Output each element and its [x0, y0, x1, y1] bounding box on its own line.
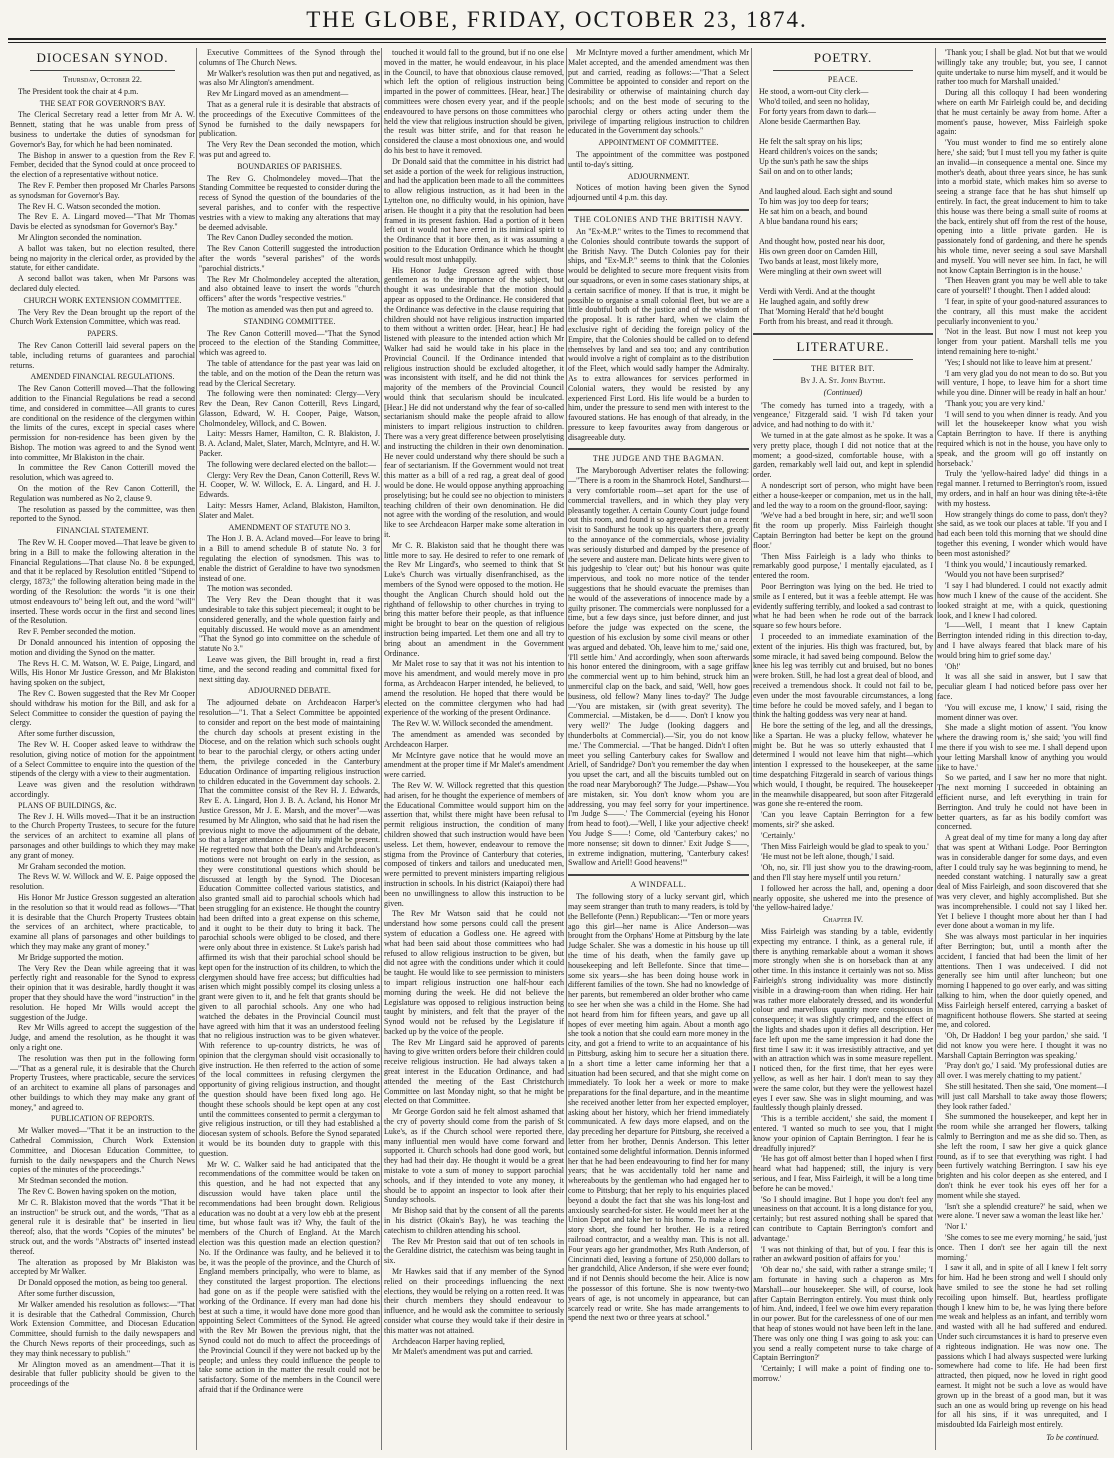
paragraph: She was always most particular in her inquiries after Berrington; but, until a month after the accident, I fancied that had been the limit of her attentions. Then I was undeceived. I did not generally see him until after luncheon; but one morning I happened to go over early, and was sitting talking to him, when the door quietly opened, and Miss Fairleigh herself entered, carrying a basket of magnificent hothouse flowers. She started at seeing me, and colored. [937, 932, 1107, 1030]
paragraph: 'I say I had blundered. I could not exactly admit how much I knew of the cause of the accident. She looked straight at me, with a quick, questioning look, and I knew I had colored. [937, 581, 1107, 620]
paragraph: The Rev Mr Cholmondeley accepted the alteration, and also obtained leave to insert the words "church officers" after the words "respective vestries." [199, 274, 380, 304]
story-continued-label: (Continued) [823, 387, 863, 397]
paragraph: The President took the chair at 4 p.m. [18, 86, 139, 96]
paragraph: The Very Rev the Dean brought up the report of the Church Work Extension Committee, which was read. [10, 307, 195, 327]
paragraph: His Honor Judge Gresson agreed with those gentlemen as to the importance of the subject, but thought it was undesirable that the motion should appear as opposed to the Ordinance. He considered that the Ordinance was defective in the clause requiring that children should not have religious instruction imparted to them without a written order. [Hear, hear.] He had listened with pleasure to the intended action which Mr Walker had said he would take in his place in the Provincial Council. If the Ordinance intended that religious instruction should be excluded altogether, it was inconsistent with itself, and he did not think the majority of the members of the Provincial Council would think that secularism should be inculcated. [Hear.] He did not understand why the fear of so-called sectarianism should make the people afraid to allow ministers to impart religious instruction to children. There was a very great difference between proselytising and instructing the children in their own denomination. He never could understand why there should be such a fear of sectarianism. If the Government would not treat this matter as a bill of a red rag, a great deal of good would be done. He would oppose anything approaching proselytising; but he could see no objection to ministers teaching children of their own denomination. He did not agree with the wording of the resolution, and would like to see Archdeacon Harper make some alteration in it. [384, 265, 564, 540]
story-body [753, 401, 933, 1384]
paragraph: I followed her across the hall, and, opening a door nearly opposite, she ushered me into the presence of 'the yellow-haired ladye.' [753, 883, 933, 913]
paragraph: She summoned the housekeeper, and kept her in the room while she arranged her flowers, talking calmly to Berrington and me as she did so. Then, as she left the room, I saw her give a quick glance round, as if to see that everything was right. I had been furtively watching Berrington. I saw his eye brighten and his color deepen as she entered, and I don't think he ever took his eyes off her for a moment while she stayed. [937, 1112, 1107, 1200]
paragraph: Executive Committees of the Synod through the columns of The Church News. [199, 48, 380, 67]
paragraph: The Bishop in answer to a question from the Rev F. Fember, decided that the Synod could at once proceed to the election of a representative without notice. [10, 150, 195, 180]
masthead-rule [8, 38, 1106, 40]
poem-text: He stood, a worn-out City clerk— Who'd toiled, and seen no holiday, For forty years from dawn to dark— Alone beside Caermarthen Bay. He felt the salt spray on his lips; Heard children's voices on the sands; Up the sun's path he saw the ships Sail on and on to other lands; And laughed aloud. Each sight and sound To him was joy too deep for tears; He sat him on a beach, and bound A blue bandana round his ears; And thought how, posted near his door, His own green door on Camden Hill, Two bands at least, most likely more, Were mingling at their own sweet will Verdi with Verdi. And at the thought He laughed again, and softly drew That 'Morning Herald' that he'd bought Forth from his breast, and read it through. [759, 87, 893, 326]
section-subheading: ADJOURNMENT. [627, 171, 690, 181]
divider [30, 70, 175, 71]
paragraph: A second ballot was taken, when Mr Parsons was declared duly elected. [10, 274, 195, 293]
paragraph: Mr Alington seconded the nomination. [18, 232, 142, 242]
divider [568, 874, 749, 876]
paragraph: Mr McIntyre moved a further amendment, which Mr Malet accepted, and the amended amendment was then put and carried, reading as follows:—"That a Select Committee be appointed to consider and report on the desirability or otherwise of maintaining church day schools; and on the best mode of securing to the parochial clergy or others acting under them the privilege of imparting religious instruction to children educated in the Government day schools." [568, 48, 749, 136]
column-rule [196, 48, 197, 1450]
section-subheading: THE SEAT FOR GOVERNOR'S BAY. [39, 98, 166, 108]
synod-body [10, 87, 195, 1389]
paragraph: Mr Walker moved—"That it be an instruction to the Cathedral Commission, Church Work Extension Committee, and Diocesan Education Committee, to furnish to the daily newspapers and the Church News copies of the minutes of the proceedings." [10, 1126, 195, 1175]
paragraph: The Very Rev the Dean while agreeing that it was perfectly right and reasonable for the Synod to express their opinion that it was desirable, hardly thought it was proper that they should have the word "instruction" in the resolution. He hoped Mr Wills would accept the suggestion of the Judge. [10, 963, 195, 1022]
paragraph: After some further discussion, [18, 1289, 115, 1299]
paragraph: The Rev Canon Cotterill moved—That the following addition to the Financial Regulations be read a second time, and considered in committee—All grants to cures are conditional on the residence of the clergymen within the limits of the cures, except in special cases where permission for non-residence has been given by the Bishop. The motion was agreed to and the Synod went into committee, Mr Blakiston in the chair. [10, 384, 195, 462]
column-rule [381, 48, 382, 1450]
paragraph: So we parted, and I saw her no more that night. The next morning I succeeded in obtaining an efficient nurse, and left everything in train for Berrington. And truly he could not have been in better quarters, as far as his bodily comfort was concerned. [937, 773, 1107, 832]
divider [753, 333, 933, 335]
section-subheading: CHURCH WORK EXTENSION COMMITTEE. [23, 295, 182, 305]
paragraph: Mr Malet rose to say that it was not his intention to move his amendment, and would merely move in pro forma, as Archdeacon Harper intended, he believed, to amend the resolution. He hoped that there would be elected on the committee clergymen who had had experience of the working of the present Ordinance. [384, 659, 564, 718]
paragraph: After some further discussion, [18, 729, 115, 739]
paragraph: The Rev Mr Watson said that he could not understand how some persons could call the present system of education a Godless one. He agreed with what had been said about those committees who had refused to allow religious instruction to be given, but did not agree with the conditions under which it could be taught. He would like to see permission to ministers to impart religious instruction one half-hour each morning during the week. He did not believe the Legislature was opposed to religious instruction being taught by ministers, and felt that the prayer of the Synod would not be refused by the Legislature if backed up by the voice of the people. [384, 909, 564, 1036]
paragraph: 'Certainly.' [761, 830, 796, 840]
paragraph: 'I think you would,' I incautiously remarked. [945, 559, 1087, 569]
paragraph: I saw it all, and in spite of all I knew I felt sorry for him. Had he been strong and well I should only have smiled to see the stone he had set rolling recoiling upon himself. But, heartless profligate though I knew him to be, he was lying there before me weak and helpless as an infant, and terribly worn and wasted with all he had suffered and endured. Under such circumstances it is hard to preserve even a righteous indignation. He was now one. The passions which I had always suspected were lurking somewhere had come to life. He had been first attracted, then piqued, now he loved in right good earnest. It might not be such a love as would have grown up in the breast of a good man, but it was such an one as would bring up revenge on his head for all his sins, if it was unrequited, and I misdoubted Ida Fairleigh most entirely. [937, 1263, 1107, 1430]
windfall-body [568, 892, 749, 1323]
paragraph: The Rev Mr Preston said that out of ten schools in the Geraldine district, the catechism was being taught in six. [384, 1236, 564, 1266]
paragraph: The Rev F. Pember then proposed Mr Charles Parsons as synodsman for Governor's Bay. [10, 180, 195, 200]
synod-continued-body [384, 48, 564, 1357]
chapter-heading: Chapter IV. [822, 915, 864, 925]
paragraph: 'We've had a bed brought in here, sir; and we'll soon fit the room up properly. Miss Fairleigh thought Captain Berrington had better be kept on the ground floor.' [753, 511, 933, 550]
paragraph: We turned in at the gate almost as he spoke. It was a very pretty place, though I did not notice that at the moment; a good-sized, comfortable house, with a garden, remarkably well laid out, and kept in splendid order. [753, 430, 933, 480]
paragraph: The Revs W. W. Willock and W. E. Paige opposed the resolution. [10, 872, 195, 892]
section-subheading: PUBLICATION OF REPORTS. [50, 1114, 155, 1124]
paragraph: 'Not in the least. But now I must not keep you longer from your patient. Marshall tells me you intend remaining here to-night.' [937, 327, 1107, 356]
paragraph: I proceeded to an immediate examination of the extent of the injuries. His thigh was fractured, but, by some miracle, it had saved being compound. Below the knee his leg was terribly cut and bruised, but no bones were broken. Still, he had lost a great deal of blood, and received a tremendous shock. It could not fail to be, even under the most favourable circumstances, a long time before he could be moved safely, and I began to think the halting goddess was very near at hand. [753, 631, 933, 720]
paragraph: A ballot was taken, but no election resulted, there being no majority in the clerical order, as provided by the statute, for either candidate. [10, 243, 195, 273]
paragraph: Notices of motion having been given the Synod adjourned until 4 p.m. this day. [568, 183, 749, 203]
to-be-continued: To be continued. [1046, 1432, 1099, 1442]
paragraph: Dr Donald opposed the motion, as being too general. [18, 1278, 188, 1288]
section-subheading: STANDING COMMITTEE. [243, 316, 336, 326]
paragraph: The resolution as passed by the committee, was then reported to the Synod. [10, 504, 195, 524]
paragraph: Leave was given, the Bill brought in, read a first time, and the second reading and committal fixed for next sitting day. [199, 655, 380, 684]
paragraph: The Rev W. W. Willock seconded the amendment. [392, 719, 553, 729]
paragraph: The Rev C. Bowen having spoken on the motion, [18, 1187, 177, 1197]
paragraph: Mr Bridge supported the motion. [18, 952, 124, 962]
literature-heading: LITERATURE. [796, 339, 890, 354]
paragraph: A nondescript sort of person, who might have been either a house-keeper or companion, met us in the hall, and led the way to a room on the ground-floor, saying: [753, 480, 933, 510]
paragraph: PLANS OF BUILDINGS, &c. [18, 800, 117, 810]
column-3 [384, 48, 564, 1450]
synod-title: DIOCESAN SYNOD. [36, 50, 169, 65]
paragraph: 'Then Miss Fairleigh would be glad to speak to you.' [761, 841, 929, 851]
story-title: THE BITER BIT. [811, 364, 875, 373]
paragraph: A great deal of my time for many a long day after that was spent at Withani Lodge. Poor Berrington was in considerable danger for some days, and even after I could truly say he was beginning to mend, he needed constant watching. I naturally saw a great deal of Miss Fairleigh, and soon discovered that she was very clever, and highly accomplished. But she was incomprehensible. I could not say I liked her. Yet I believe I thought more about her than I had ever done about a woman in my life. [937, 833, 1107, 931]
paragraph: 'I——Well, I meant that I knew Captain Berrington intended riding in this direction to-day, and I have always feared that black mare of his would bring him to grief some day.' [937, 621, 1107, 660]
paragraph: 'You will excuse me, I know,' I said, rising the moment dinner was over. [937, 702, 1107, 722]
paragraph: Dr Donald announced his intention of opposing the motion and dividing the Synod on the matter. [10, 638, 195, 657]
section-subheading: PAPERS. [87, 329, 118, 339]
paragraph: The Maryborough Advertiser relates the following:—"There is a room in the Shamrock Hotel, Sandhurst—a very comfortable room—set apart for the use of commercial travellers, and in which they play very pleasantly together. A certain County Court judge found out this room, and found it so agreeable that on a recent visit to Sandhurst he took up his quarters there, greatly to the annoyance of the commercials, whose joviality was seriously disturbed and damped by the presence of the severe and austere man. Delicate hints were given to his judgeship to 'clear out;' but his honour was quite impervious, and took no more notice of the tender suggestions that he should evacuate the premises than he would of the asseverations of innocence made by a guilty prisoner. The commercials were nonplussed for a time, but a few days since, just before dinner, and just before the judge was expected on the scene, the question of his exclusion by some civil means or other was argued and debated. 'Oh, leave him to me,' said one, 'I'll settle him.' And accordingly, when soon afterwards his honor entered the diningroom, with a sage griffaw the commercial went up to him behind, struck him an unmerciful clap on the back, and said, 'Well, how goes business, old fellow? Many lines to-day?' The Judge—'You are mistaken, sir (with great severity). The Commercial. —Mistaken, be d——. Don't I know you very well?' The Judge (looking daggers and thunderbolts at Commercial).—'Sir, you do not know me.' The Commercial. —'That be hanged. Didn't I often meet you selling Canterbury cakes for Swallow and Ariell, of Sandridge? Don't you remember the day when you upset the cart, and all the biscuits tumbled out on the road near Maryborough?' The Judge.—Pshaw—You are mistaken, sir. You don't know whom you are addressing, you may feel sorry for your impertinence. I'm Judge S——.' The Commercial (eyeing his Honor from head to foot).—'Well, I like your adjective cheek! You Judge S——! Come, old 'Canterbury cakes;' no more nonsense; sit down to dinner.' Exit Judge S——, in extreme indignation, muttering, 'Canterbury cakes! Swallow and Ariell! Good heavens!'" [568, 466, 749, 868]
paragraph: Clergy: Very Rev the Dean, Canon Cotterill, Revs W. H. Cooper, W. W. Willock, E. A. Lingard, and H. J. Edwards. [199, 470, 380, 500]
column-6 [937, 48, 1107, 1450]
paragraph: The resolution was then put in the following form—"That as a general rule, it is desirable that the Church Property Trustees, where practicable, secure the services of an architect to examine all plans of parsonages and other buildings to which they may make any grant of money," and agreed to. [10, 1053, 195, 1112]
paragraph: The Revs H. C. M. Watson, W. E. Paige, Lingard, and Wills, His Honor Mr Justice Gresson, and Mr Blakiston having spoken on the subject, [10, 658, 195, 688]
paragraph: 'Oh dear no,' she said, with rather a strange smile; 'I am fortunate in having such a chaperon as Mrs Marshall—our housekeeper. She will, of course, look after Captain Berrington entirely. You must think only of him. And, indeed, I feel we owe him every reparation in our power. But for the carelessness of one of our men that heap of stones would not have been left in the lane. There was only one thing I was going to ask you: can you send a really competent nurse to take charge of Captain Berrington?' [753, 1265, 933, 1363]
divider [773, 359, 913, 360]
masthead: THE GLOBE, FRIDAY, OCTOBER 23, 1874. [306, 7, 808, 32]
paragraph: The Rev G. Cholmondeley moved—That the Standing Committee be requested to consider during the recess of Synod the question of the boundaries of the several parishes, and to confer with the respective vestries with a view to making any alterations that may be deemed advisable. [199, 173, 380, 232]
paragraph: She still hesitated. Then she said, 'One moment—I will just call Marshall to take away those flowers; they look rather faded.' [937, 1082, 1107, 1111]
section-subheading: ADJOURNED DEBATE. [248, 686, 331, 696]
paragraph: Mr Walker's resolution was then put and negatived, as was also Mr Alington's amendment. [199, 68, 380, 88]
paragraph: The Clerical Secretary read a letter from Mr A. W. Bennett, stating that he was unable from press of business to undertake the duties of synodsman for Governor's Bay, for which he had been nominated. [10, 110, 195, 149]
paragraph: How strangely things do come to pass, don't they? she said, as we took our places at table. 'If you and I had each been told this morning that we should dine together this evening, I wonder which would have been most astonished?' [937, 509, 1107, 558]
paragraph: The alteration as proposed by Mr Blakiston was accepted by Mr Walker. [10, 1257, 195, 1277]
synod-continued-body [199, 48, 380, 1395]
paragraph: The Rev Canon Cotterill laid several papers on the table, including returns of guarantees and parochial returns. [10, 340, 195, 370]
paragraph: Mr Bishop said that by the consent of all the parents in his district (Okain's Bay), he was teaching the catechism to children attending his school. [384, 1206, 564, 1235]
paragraph: Mr George Gordon said he felt almost ashamed that the cry of poverty should come from the parish of St Luke's, as if the Church school were reported there, many influential men would have come forward and supported it. Church schools had done good work, but they had had their day. He thought it would be a great mistake to vote a sum of money to support parochial schools, and if they intended to vote any money, it should be to appoint an inspector to look after their Sunday schools. [384, 1107, 564, 1205]
paragraph: 'This is a terrible accident,' she said, the moment I entered. 'I wanted so much to see you, that I might know your opinion of Captain Berrington. I fear he is dreadfully injured?' [753, 1114, 933, 1153]
paragraph: 'Can you leave Captain Berrington for a few moments, sir?' she asked. [753, 810, 933, 830]
paragraph: She made a slight motion of assent. 'You know where the drawing room is,' she said; 'you will find me there if you wish to see me. I shall depend upon your letting Marshall know of anything you would like to have.' [937, 723, 1107, 772]
divider [773, 70, 913, 71]
paragraph: The Rev Canon Cotterill moved—"That the Synod proceed to the election of the Standing Committee, which was agreed to. [199, 328, 380, 358]
paragraph: Mr Alington moved as an amendment—That it is desirable that fuller publicity should be given to the proceedings of the [10, 1359, 195, 1389]
column-4 [568, 48, 749, 1450]
paragraph: Mr Stedman seconded the motion. [18, 1176, 128, 1186]
paragraph: Mr W. C. Walker said he had anticipated that the recommendations of the committee would be taken on this question, and he had not expected that any discussion would have taken place until the recommendations had been brought down. Religious education was no doubt at a very low ebb at the present time, but whose fault was it? Why, the fault of the members of the Church of England. At the March election was this question made an election question? No. If the Ordinance was faulty, and he believed it to be, it was the people of the province, and the Church of England members principally, who were to blame, as they constituted the largest proportion. The elections had gone on as if the people were satisfied with the working of the Ordinance. If every man had done his best at such a time, it would have done more good than appointing Select Committees of the Synod. He agreed with the Rev Mr Bowen the previous night, that the Synod could not do much to affect the proceedings of the Provincial Council if they were not backed up by the people; and unless they could influence the people to take some action in the matter the result could not be satisfactory. Some of the members in the Council were afraid that if the Ordinance were [199, 1159, 380, 1394]
paragraph: 'Yes; I should not like to leave him at present.' [945, 357, 1093, 367]
paragraph: The Rev C. Bowen suggested that the Rev Mr Cooper should withdraw his motion for the Bill, and ask for a Select Committee to consider the question of paying the clergy. [10, 689, 195, 728]
paragraph: Laity: Messrs Hamer, Acland, Blakiston, Hamilton, Slater and Malet. [199, 501, 380, 520]
paragraph: 'The comedy has turned into a tragedy, with a vengeance,' Fitzgerald said. 'I wish I'd taken your advice, and had nothing to do with it.' [753, 400, 933, 430]
paragraph: The adjourned debate on Archdeacon Harper's resolution—"1. That a Select Committee be appointed to consider and report on the best mode of maintaining the church day schools at present existing in the Diocese, and on the relation which such schools ought to bear to the parochial clergy, or others acting under them, the privilege conceded in the Canterbury Education Ordinance of imparting religious instruction to children educated in the Government day schools. 2. That the committee consist of the Rev H. J. Edwards, Rev E. A. Lingard, Hon J. B. A. Acland, his Honor Mr Justice Gresson, Mr J. E. Marsh, and the mover"—was resumed by Mr Alington, who said that he had risen the previous night to move the adjournment of the debate, so that a larger attendance of the laity might be present. He regretted now that both the Dean's and Archdeacon's motions were not brought on early in the session, as they were constitutional questions which should be discussed at length by the Synod. The Diocesan Education Committee collected various statistics, and also granted small aid to parochial schools which had been struggling for an existence. He thought the country had been drifted into a great expense on this scheme, and it ought to be their duty to bring it back. The parochial schools were obliged to be closed, and there were only about three in existence. St Luke's parish had affirmed its wish that their parochial school should be kept open for the instruction of its children, to which the clergymen should have free access; but difficulties had arisen which might possibly compel its closing unless a grant were given to it, and he felt that grants should be given to all parochial schools. Any one who had watched the debates in the Provincial Council must have agreed with him that it was an understood feeling that no religious instruction was to be given whatever. With reference to up-country districts, he was of opinion that the clergyman should visit occasionally to give instruction. He then referred to the action of some of the local committees in refusing clergymen the opportunity of giving religious instruction, and thought the question should have been fixed long ago. He thought these schools should be kept open at any cost until the committees consented to permit a clergyman to give religious instruction, or till they had established a diocesan system of schools. Before the Synod separated it would be its bounden duty to grapple with this question. [199, 698, 380, 1158]
paragraph: 'Then Heaven grant you may be well able to take care of yourself!' I thought. Then I added aloud: [937, 276, 1107, 296]
paragraph: 'I will send to you when dinner is ready. And you will let the housekeeper know what you wish Captain Berrington to have. If there is anything required which is not in the house, you have only to speak, and the groom will go off instantly on horseback.' [937, 409, 1107, 468]
poem-title: PEACE. [827, 75, 859, 84]
paragraph: Mr Hawkes said that if any member of the Synod relied on their proceedings influencing the next elections, they would be relying on a rotten reed. It was their church members they should endeavour to influence, and he would ask the committee to seriously consider what course they would take if their desire in this matter was not attained. [384, 1267, 564, 1335]
paragraph: His Honor Mr Justice Gresson suggested an alteration in the resolution so that it would read as follows—"That it is desirable that the Church Property Trustees obtain the services of an architect, where practicable, to examine all plans of parsonages and other buildings to which they may make any grant of money." [10, 892, 195, 951]
colonies-navy-title: THE COLONIES AND THE BRITISH NAVY. [574, 214, 743, 224]
paragraph: The Hon J. B. A. Acland moved—For leave to bring in a Bill to amend schedule B of statute No. 3 for regulating the election of synodsmen. This was to enable the district of Geraldine to have two synodsmen instead of one. [199, 534, 380, 583]
column-rule [566, 48, 567, 1450]
paragraph: 'He has got off almost better than I hoped when I first heard what had happened; still, the injury is very serious, and I fear, Miss Fairleigh, it will be a long time before he can be moved.' [753, 1154, 933, 1193]
paragraph: Laity: Messrs Hamer, Hamilton, C. R. Blakiston, J. B. A. Acland, Malet, Slater, March, McIntyre, and H. W. Packer. [199, 429, 380, 459]
judge-bagman-title: THE JUDGE AND THE BAGMAN. [592, 454, 725, 464]
paragraph: An "Ex-M.P." writes to the Times to recommend that the Colonies should contribute towards the support of the British Navy. The Dutch Colonies pay for their ships, and "Ex-M.P." seems to think that the Colonies would be delighted to secure more frequent visits from our squadrons, or even in some cases stationary ships, at a certain sacrifice of money. If that is true, it might be possible to organise a small colonial fleet, but we are a little doubtful both of the justice and of the wisdom of the proposal. It is rather hard, when we claim the exclusive right of deciding the foreign policy of the Empire, that the Colonies should be called on to defend themselves by land and sea too; and any contribution would involve a right of complaint as to the distribution of the Fleet, which would sadly hamper the Admiralty. As to extra allowances for services performed in Colonial waters, they would be resisted by any experienced First Lord. His life would be a burden to him, under the pressure to send men with interest to the favoured stations. He has enough of that already, in the pressure to keep favourites away from dangerous or disagreeable duty. [568, 226, 749, 442]
section-subheading: BOUNDARIES OF PARISHES. [237, 161, 342, 171]
paragraph: The Rev J. H. Wills moved—That it be an instruction to the Church Property Trustees, to secure for the future the services of an architect to examine all plans of parsonages and other buildings to which they may make any grant of money. [10, 811, 195, 860]
paragraph: Archdeacon Harper having replied, [392, 1336, 505, 1346]
paragraph: 'Nor I.' [945, 1222, 967, 1232]
paragraph: On the motion of the Rev Canon Cotterill, the Regulation was numbered as No 2, clause 9. [10, 484, 195, 503]
paragraph: 'Would you not have been surprised?' [945, 570, 1065, 580]
paragraph: The Rev Canon Cotterill suggested the introduction after the words "several parishes" of the words "parochial districts." [199, 244, 380, 273]
paragraph: Mr Walker amended his resolution as follows:—"That it is desirable that the Cathedral Commission, Church Work Extension Committee, and Diocesan Education Committee, should furnish to the daily newspapers and the Church News reports of their proceedings, such as they may think necessary to publish." [10, 1299, 195, 1358]
paragraph: 'Thank you; I shall be glad. Not but that we would willingly take any trouble; but, you see, I cannot quite undertake to nurse him myself, and it would be rather too much for Marshall unaided.' [937, 48, 1107, 87]
colonies-navy-body [568, 227, 749, 443]
paragraph: touched it would fall to the ground, but if no one else moved in the matter, he would endeavour, in his place in the Council, to have that obnoxious clause removed, which left the option of religious instruction being imparted in the power of committees. [Hear, hear.] The committees were chosen every year, and if the people endeavoured to have persons on those committees who held the view that religious instruction should be given, the result was bitter strife, and for that reason he considered the clause a most obnoxious one, and would do his best to have it removed. [384, 48, 564, 155]
section-subheading: APPOINTMENT OF COMMITTEE. [598, 138, 719, 148]
paragraph: The motion as amended was then put and agreed to. [207, 304, 374, 314]
paragraph: Mr McIntyre gave notice that he would move an amendment at the proper time if Mr Malet's amendment were carried. [384, 750, 564, 780]
paragraph: The table of attendance for the past year was laid on the table, and on the motion of the Dean the return was read by the Clerical Secretary. [199, 358, 380, 388]
paragraph: During all this colloquy I had been wondering where on earth Mr Fairleigh could be, and deciding that he must certainly be away from home. After a moment's pause, however, Miss Fairleigh spoke again: [937, 88, 1107, 137]
column-rule [751, 48, 752, 1450]
paragraph: 'Oh, Dr Haddon! I beg your pardon,' she said. 'I did not know you were here. I thought it was no Marshall Captain Berrington was speaking.' [937, 1031, 1107, 1060]
paragraph: The Very Rev the Dean seconded the motion, which was put and agreed to. [199, 140, 380, 159]
section-subheading: FINANCIAL STATEMENT. [56, 526, 149, 536]
synod-closing-body [568, 48, 749, 203]
story-byline: By J. A. St. John Blythe. [800, 376, 886, 385]
judge-bagman-body [568, 466, 749, 868]
paragraph: Dr Donald said that the committee in his district had set aside a portion of the week for religious instruction, and had the application been made to all the committees to allow religious instruction, as it had been in the Lyttelton one, no difficulty would, in his opinion, have arisen. He thought it a pity that the resolution had been framed in its present fashion. Had a portion of it been left out it would not have erred in its inimical spirit to the Ordinance that it bore then, as it was assuming a position to the Education Ordinance which he thought would result most unhappily. [384, 156, 564, 264]
paragraph: 'Certainly; I will make a point of finding one to-morrow.' [753, 1364, 933, 1383]
paragraph: 'So I should imagine. But I hope you don't feel any uneasiness on that account. It is a long distance for you, certainly; but rest assured nothing shall be spared that can contribute to Captain Berrington's comfort and advantage.' [753, 1194, 933, 1243]
paragraph: 'Oh!' [945, 661, 961, 671]
paragraph: Rev Mr Wills agreed to accept the suggestion of the Judge, and amend the resolution, as he thought it was only a right one. [10, 1023, 195, 1052]
paragraph: Rev F. Pember seconded the motion. [18, 627, 136, 637]
paragraph: The Rev E. A. Lingard moved—"That Mr Thomas Davis be elected as synodsman for Governor's Bay." [10, 212, 195, 232]
paragraph: 'I am very glad you do not mean to do so. But you will venture, I hope, to leave him for a short time while you dine. Dinner will be ready in half an hour.' [937, 368, 1107, 398]
paragraph: The Rev H. C. Watson seconded the motion. [18, 201, 161, 211]
paragraph: In committee the Rev Canon Cotterill moved the resolution, which was agreed to. [10, 463, 195, 483]
paragraph: The appointment of the committee was postponed until to-day's sitting. [568, 149, 749, 169]
paragraph: Rev Mr Lingard moved as an amendment— [207, 89, 349, 99]
paragraph: Mr C. R. Blakiston said that he thought there was little more to say. He desired to refer to one remark of the Rev Mr Lingard's, who seemed to think that St Luke's Church was virtually disenfranchised, as the members of the Synod were opposed to the motion. He thought the Anglican Church should hold out the righthand of fellowship to other churches in trying to bring this matter before their people, as that influence might be brought to bear on the question of religious instruction being imparted. Let them one and all try to bring about an amendment in the Government Ordinance. [384, 540, 564, 658]
paragraph: The Rev Canon Dudley seconded the motion. [207, 233, 353, 243]
paragraph: The Rev W. W. Willock regretted that this question had arisen, for he thought the experience of members of the Educational Committee would support him on the assertion that, whilst there might have been refusal to permit religious instruction, the condition of many children showed that such instruction would have been useless. Let them, however, endeavour to remove the stigma from the Province of Canterbury that coteries, composed of tinkers and tailors and uneducated men, were permitted to prevent ministers imparting religious instruction in schools. In his district (Kaiapoi) there had been no unwillingness to allow this instruction to be given. [384, 780, 564, 908]
paragraph: Mr Malet's amendment was put and carried. [392, 1347, 533, 1357]
paragraph: The Rev W. H. Cooper asked leave to withdraw the resolution, giving notice of motion for the appointment of a Select Committee to enquire into the question of the stipends of the clergy with a view to their augmentation. [10, 740, 195, 779]
paragraph: Leave was given and the resolution withdrawn accordingly. [10, 780, 195, 799]
column-2 [199, 48, 380, 1450]
column-5 [753, 48, 933, 1450]
column-1 [10, 48, 195, 1450]
poetry-heading: POETRY. [813, 50, 873, 65]
paragraph: 'Then Miss Fairleigh is a lady who thinks to remarkably good purpose,' I mentally ejaculated, as I entered the room. [753, 551, 933, 581]
section-subheading: AMENDMENT OF STATUTE NO 3. [228, 522, 351, 532]
paragraph: The Rev Mr Lingard said he approved of parents having to give written orders before their children could receive religious instruction. He had always taken a great interest in the Education Ordinance, and had attended the meeting of the East Christchurch Committee on last Monday night, so that he might be elected on that Committee. [384, 1037, 564, 1106]
paragraph: The amendment as amended was seconded by Archdeacon Harper. [384, 729, 564, 749]
paragraph: 'I was not thinking of that, but of you. I fear this is rather an awkward position of affairs for you.' [753, 1244, 933, 1264]
paragraph: The following were declared elected on the ballot:— [207, 459, 377, 469]
windfall-title: A WINDFALL. [630, 880, 687, 890]
synod-dateline: Thursday, October 22. [63, 75, 142, 84]
paragraph: The Very Rev the Dean thought that it was undesirable to take this subject piecemeal; it ought to be considered generally, and the whole question fairly and equitably discussed. He would move as an amendment "That the Synod go into committee on the schedule of statute No 3." [199, 595, 380, 654]
paragraph: 'She comes to see me every morning,' he said, 'just once. Then I don't see her again till the next morning.' [937, 1233, 1107, 1262]
paragraph: 'He must not be left alone, though,' I said. [761, 852, 895, 862]
story-continued-body [937, 48, 1107, 1430]
paragraph: 'You must wonder to find me so entirely alone here,' she said; 'but I must tell you my father is quite an invalid—in consequence a mental one. Since my mother's death, about three years since, he has sunk into a morbid state, which makes him so averse to seeing a strange face that he has shut himself up entirely. In fact, the great inducement to him to take this house was there being a small suite of rooms at the back, entirely shut off from the rest of the house, opening into a little private garden. He is passionately fond of gardening, and there he spends his whole time, never seeing a soul save Marshall and myself. You will never see him. In fact, he will not know Captain Berrington is in the house.' [937, 138, 1107, 275]
paragraph: The following story of a lucky servant girl, which may seem stranger than truth to many readers, is told by the Bellefonte (Penn.) Republican:—"Ten or more years ago this girl—her name is Alice Anderson—was brought from the Orphans' Home at Pittsburg by the late Judge Schaler. She was a domestic in his house up till the time of his death, when the family gave up housekeeping and left Bellefonte. Since that time—some six years—she has been doing house work in different families of the town. She had no knowledge of her parents, but remembered an older brother who came to see her when she was a child in the Home. She had not heard from him for fifteen years, and gave up all hopes of ever meeting him again. About a month ago she took a notion that she could earn more money in the city, and got a friend to write to an acquaintance of his in Pittsburg, asking him to secure her a situation there. In a short time a letter came informing her that a situation had been secured, and that she might come on immediately. To look her a week or more to make preparations for the final departure, and in the meantime she received another letter from her expected employer, asking about her history, which her friend immediately communicated. A few days more elapsed, and on the day preceding her departure for Pittsburg, she received a letter from her brother, Dennis Anderson. This letter contained some delightful information. Dennis informed her that he had been endeavouring to find her for many years; that he was accidentally told her name and whereabouts by the gentleman who had engaged her to come to Pittsburg; that her reply to his enquiries placed beyond a doubt the fact that she was his long-lost and anxiously searched-for sister. He would meet her at the Union Depot and take her to his home. To make a long story short, she found her brother. He is a retired railroad contractor, and a wealthy man. This is not all. Four years ago her grandmother, Mrs Ruth Anderson, of Cincinnati died, leaving a fortune of 250,000 dollars to her grandchild, Alice Anderson, if she were ever found; and if not Dennis should become the heir. Alice is now the possessor of this fortune. She is now twenty-two years of age, is not uncomely in appearance, but can scarcely read or write. She has made arrangements to spend the next two or three years at school." [568, 892, 749, 1323]
masthead-rule [8, 42, 1106, 43]
column-rule [935, 48, 936, 1450]
divider [568, 209, 749, 211]
paragraph: It was all she said in answer, but I saw that peculiar gleam I had noticed before pass over her face. [937, 672, 1107, 701]
paragraph: Poor Berrington was lying on the bed. He tried to smile as I entered, but it was a feeble attempt. He was evidently suffering terribly, and looked a sad contrast to what he had been when he rode out of the barrack square so few hours before. [753, 581, 933, 631]
paragraph: Miss Fairleigh was standing by a table, evidently expecting my entrance. I think, as a general rule, if there is anything remarkable about a woman it shows more strongly when she is on horseback than at any other time. In this instance it certainly was not so. Miss Fairleigh's strong individuality was more distinctly visible in a drawing-room than when riding. Her hair was rather more elaborately dressed, and its wonderful colour and marvellous quantity more conspicuous in consequence; it was slightly crimped, and the effect of the lights and shades upon it defies all description. Her face left upon me the same impression it had done the first time I saw it: it was irresistibly attractive, and yet with an attraction which was in some measure repellent. I noticed then, for the first time, that her eyes were yellow, as well as her hair. I don't mean to say they were the same color, but they were the yellowest hazel eyes I ever saw. She was in slight mourning, and was faultlessly though plainly dressed. [753, 927, 933, 1113]
paragraph: Truly the 'yellow-haired ladye' did things in a regal manner. I returned to Berrington's room, issued my orders, and in half an hour was dining tête-à-tête with my hostess. [937, 469, 1107, 508]
paragraph: Mr C. R. Blakiston moved that the words "That it be an instruction" be struck out, and the words, "That as a general rule it is desirable that" be inserted in lieu thereof; also, that the words "Copies of the minutes" be struck out, and the words "Abstracts of" inserted instead thereof. [10, 1197, 195, 1256]
paragraph: 'Pray don't go,' I said. 'My professional duties are all over. I was merely chatting to my patient.' [937, 1061, 1107, 1081]
paragraph: 'Isn't she a splendid creature?' he said, when we were alone. 'I never saw a woman the least like her.' [937, 1201, 1107, 1221]
paragraph: The Rev W. H. Cooper moved—That leave be given to bring in a Bill to make the following alteration in the Financial Regulations—That clause No. 8 be expunged, and that it be replaced by Resolution entitled "Stipend to clergy, 1873;" the following alteration being made in the wording of the Resolution: the words "it is one their utmost endeavours to" being left out, and the word "will" inserted. These words occur in the first and second lines of the Resolution. [10, 538, 195, 626]
paragraph: That as a general rule it is desirable that abstracts of the proceedings of the Executive Committees of the Synod be furnished to the daily newspapers for publication. [199, 99, 380, 139]
paragraph: 'Oh, no, sir. I'll just show you to the drawing-room, and then I'll stay here myself until you return.' [753, 863, 933, 883]
section-subheading: AMENDED FINANCIAL REGULATIONS. [30, 372, 175, 382]
paragraph: 'Thank you; you are very kind.' [945, 398, 1045, 408]
paragraph: Mr Graham seconded the motion. [18, 861, 126, 871]
paragraph: The following were then nominated: Clergy—Very Rev the Dean, Rev Canon Cotterill, Revs Lingard, Glasson, Edward, W. H. Cooper, Paige, Watson, Cholmondeley, Willock, and C. Bowen. [199, 389, 380, 428]
paragraph: He bore the setting of the leg, and all the dressings, like a Spartan. He was a plucky fellow, whatever he might be. But he was so utterly exhausted that I determined I would not leave him that night—which intention I expressed to the housekeeper, at the same time despatching Fitzgerald in search of various things which would, I thought, be required. The housekeeper in the meanwhile disappeared, but soon after Fitzgerald was gone she re-entered the room. [753, 721, 933, 809]
paragraph: 'I fear, in spite of your good-natured assurances to the contrary, all this must make the accident peculiarly inconvenient to you.' [937, 296, 1107, 326]
paragraph: The motion was seconded. [207, 584, 293, 594]
divider [568, 448, 749, 450]
